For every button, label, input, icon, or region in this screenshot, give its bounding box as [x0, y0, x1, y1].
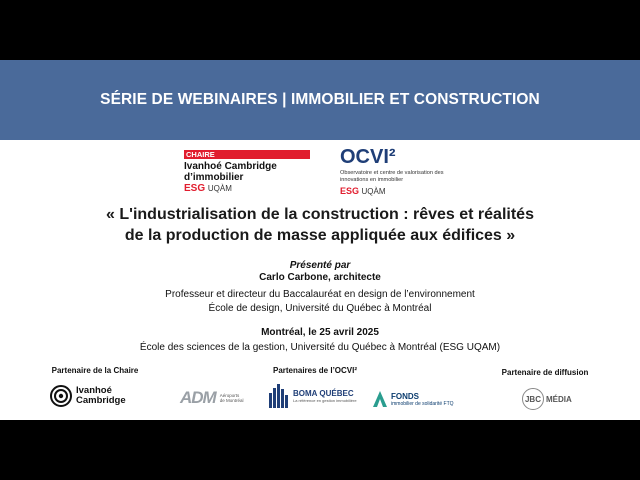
talk-title [60, 204, 580, 246]
ivanhoe-swirl-icon [50, 385, 72, 407]
boma-name: BOMA QUÉBEC [293, 389, 354, 398]
header-banner [0, 60, 640, 140]
ivanhoe-line1: Ivanhoé [76, 385, 112, 396]
chaire-name-line1: Ivanhoé Cambridge [184, 161, 277, 172]
series-title: SÉRIE DE WEBINAIRES | IMMOBILIER ET CONSTRUCTION [100, 91, 540, 108]
fonds-subtitle: immobilier de solidarité FTQ [391, 400, 454, 407]
adm-wordmark: ADM [180, 388, 216, 407]
boma-quebec-logo [268, 383, 357, 409]
chaire-esg-uqam [184, 184, 232, 194]
adm-subtext [220, 393, 244, 403]
event-venue: École des sciences de la gestion, Université du Québec à Montréal (ESG UQAM) [139, 342, 501, 353]
adm-logo [180, 388, 243, 408]
speaker-name: Carlo Carbone, architecte [259, 272, 381, 283]
chaire-logo [182, 148, 312, 194]
boma-tagline: La référence en gestion immobilière [293, 398, 357, 403]
ocvi-partners-label: Partenaires de l’OCVI² [272, 366, 358, 375]
speaker-school: École de design, Université du Québec à Montréal [208, 303, 432, 314]
ivanhoe-line2: Cambridge [76, 395, 126, 406]
adm-sub-line2: de Montréal [219, 398, 244, 403]
jbc-media-text: MÉDIA [546, 394, 572, 404]
boma-wordmark [293, 389, 357, 403]
chaire-uqam-text: UQÀM [207, 184, 232, 193]
diffusion-partner-label: Partenaire de diffusion [501, 368, 589, 377]
speaker-role: Professeur et directeur du Baccalauréat en design de l’environnement [165, 289, 475, 300]
presented-by: Présenté par [289, 260, 351, 271]
ocvi-logo [340, 146, 465, 196]
fonds-leaf-icon [372, 390, 388, 408]
boma-buildings-icon [268, 383, 290, 409]
ivanhoe-wordmark [76, 386, 126, 406]
fonds-immobilier-logo [372, 390, 454, 408]
webinar-slide [0, 60, 640, 420]
chaire-esg-text: ESG [184, 183, 206, 194]
ocvi-name: OCVI² [340, 146, 396, 168]
ocvi-uqam-text: UQÀM [361, 187, 386, 196]
ivanhoe-cambridge-logo [50, 385, 126, 407]
ocvi-esg-uqam [340, 186, 386, 197]
fonds-name: FONDS [391, 391, 419, 401]
chaire-name-line2: d’immobilier [184, 172, 244, 183]
chaire-partner-label: Partenaire de la Chaire [51, 366, 139, 375]
ocvi-esg-text: ESG [340, 186, 360, 196]
talk-title-line2: de la production de masse appliquée aux édifices » [124, 227, 516, 244]
chaire-tag: CHAIRE [186, 150, 215, 159]
jbc-circle-icon [522, 388, 544, 410]
jbc-text: JBC [524, 394, 541, 404]
fonds-wordmark [391, 392, 454, 407]
ocvi-subtitle: Observatoire et centre de valorisation des innovations en immobilier [340, 170, 444, 183]
jbc-media-logo [522, 388, 572, 410]
talk-title-line1: « L'industrialisation de la construction : rêves et réalités [106, 206, 534, 223]
adm-sub-line1: Aéroports [219, 393, 240, 398]
event-date: Montréal, le 25 avril 2025 [261, 327, 379, 338]
